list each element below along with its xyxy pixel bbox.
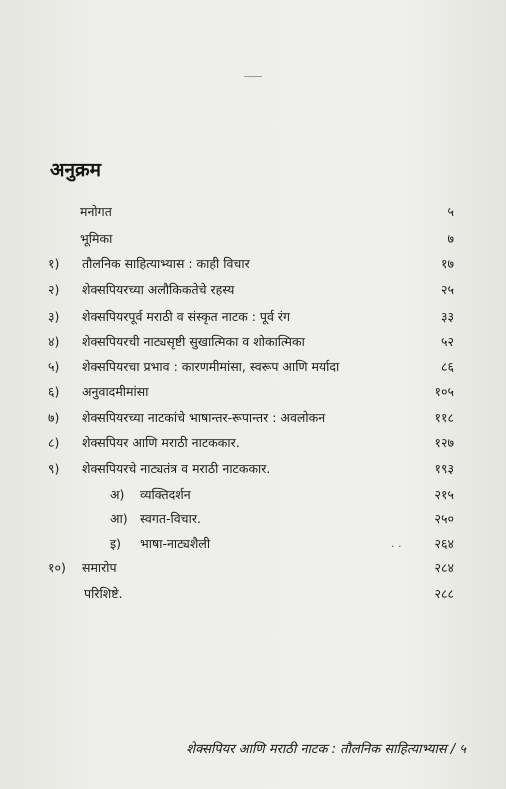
- entry-title: शेक्सपियर आणि मराठी नाटककार.: [82, 435, 240, 450]
- toc-entry: [0, 508, 506, 530]
- entry-number: ५): [48, 359, 60, 374]
- toc-entry: [0, 381, 506, 403]
- entry-page-number: २५: [440, 282, 454, 297]
- entry-number: २): [48, 282, 60, 297]
- entry-page-number: ५२: [440, 334, 454, 349]
- leader-dots: . .: [391, 537, 402, 550]
- toc-entry: [0, 484, 506, 506]
- entry-title: समारोप: [82, 560, 117, 575]
- toc-entry: [0, 458, 506, 480]
- entry-page-number: १०५: [434, 384, 454, 399]
- toc-entry: [0, 557, 506, 579]
- toc-entry: [0, 306, 506, 328]
- entry-title: स्वगत-विचार.: [140, 511, 201, 526]
- entry-page-number: २८४: [434, 560, 454, 575]
- entry-number: ८): [48, 435, 60, 450]
- entry-number: १): [48, 256, 60, 271]
- toc-entry: [0, 583, 506, 605]
- entry-title: व्यक्तिदर्शन: [140, 487, 191, 502]
- top-mark: [244, 76, 262, 77]
- entry-page-number: १७: [440, 256, 454, 271]
- entry-title: परिशिष्टे.: [84, 586, 123, 601]
- entry-page-number: २५०: [434, 511, 454, 526]
- toc-entry: [0, 279, 506, 301]
- entry-number: ३): [48, 309, 60, 324]
- entry-title: शेक्सपियरच्या नाटकांचे भाषान्तर-रूपान्तर : अवलोकन: [82, 410, 326, 425]
- entry-number: ४): [48, 334, 60, 349]
- entry-title: शेक्सपियरचे नाट्यतंत्र व मराठी नाटककार.: [82, 461, 271, 476]
- entry-page-number: ७: [447, 231, 454, 246]
- toc-entry: [0, 432, 506, 454]
- toc-entry: [0, 356, 506, 378]
- toc-entry: [0, 201, 506, 223]
- toc-entry: [0, 253, 506, 275]
- entry-page-number: ८६: [440, 359, 454, 374]
- entry-number: १०): [48, 560, 66, 575]
- entry-title: भूमिका: [80, 231, 113, 246]
- entry-number: ७): [48, 410, 60, 425]
- entry-title: मनोगत: [80, 204, 112, 219]
- sub-entry-marker: आ): [110, 511, 128, 526]
- entry-page-number: १९३: [434, 461, 454, 476]
- entry-title: अनुवादमीमांसा: [82, 384, 149, 399]
- toc-entry: [0, 533, 506, 555]
- entry-page-number: ३३: [440, 309, 454, 324]
- toc-entry: [0, 228, 506, 250]
- entry-title: शेक्सपियरचा प्रभाव : कारणमीमांसा, स्वरूप आणि मर्यादा: [82, 359, 340, 374]
- entry-title: शेक्सपियरची नाट्यसृष्टी सुखात्मिका व शोकात्मिका: [82, 334, 305, 349]
- entry-page-number: २८८: [434, 586, 454, 601]
- entry-title: तौलनिक साहित्याभ्यास : काही विचार: [82, 256, 250, 271]
- entry-title: भाषा-नाट्यशैली: [140, 536, 211, 551]
- sub-entry-marker: इ): [110, 536, 122, 551]
- contents-heading: अनुक्रम: [50, 159, 102, 181]
- entry-page-number: २१५: [434, 487, 454, 502]
- entry-title: शेक्सपियरच्या अलौकिकतेचे रहस्य: [82, 282, 235, 297]
- running-footer: शेक्सपियर आणि मराठी नाटक : तौलनिक साहित्याभ्यास / ५: [186, 742, 466, 757]
- entry-number: ९): [48, 461, 60, 476]
- sub-entry-marker: अ): [110, 487, 125, 502]
- entry-page-number: ११८: [434, 410, 454, 425]
- toc-entry: [0, 407, 506, 429]
- toc-entry: [0, 331, 506, 353]
- entry-number: ६): [48, 384, 60, 399]
- entry-title: शेक्सपियरपूर्व मराठी व संस्कृत नाटक : पूर्व रंग: [82, 309, 291, 324]
- entry-page-number: ५: [447, 204, 454, 219]
- entry-page-number: १२७: [434, 435, 454, 450]
- entry-page-number: २६४: [434, 536, 454, 551]
